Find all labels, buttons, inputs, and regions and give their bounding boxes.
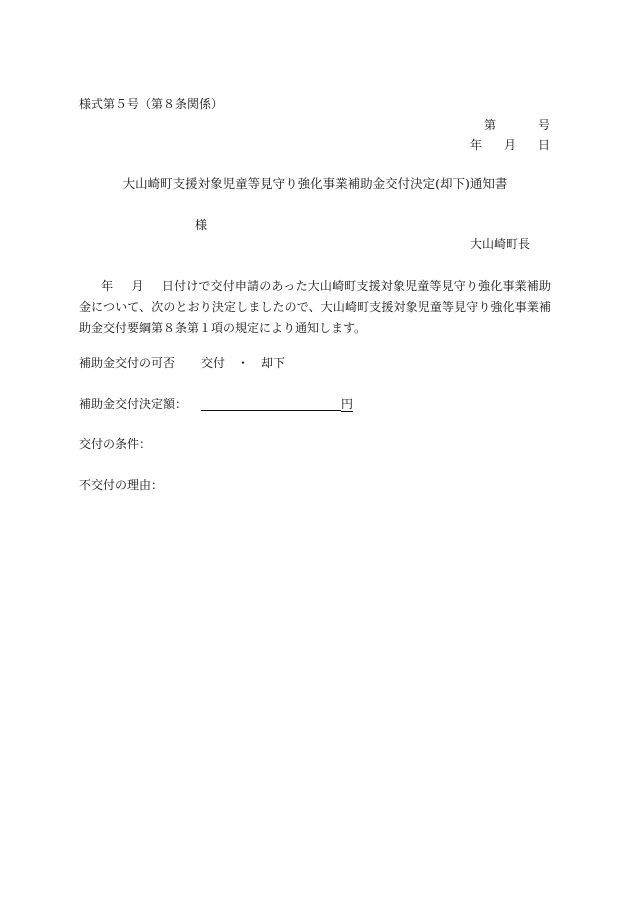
date-month: 月: [503, 138, 516, 152]
document-title: 大山崎町支援対象児童等見守り強化事業補助金交付決定(却下)通知書: [122, 176, 508, 191]
amount-row: [79, 398, 353, 411]
document-date: [470, 139, 550, 151]
form-number: 様式第５号（第８条関係）: [79, 97, 224, 111]
addressee-honorific: 様: [195, 218, 208, 232]
conditions-label: 交付の条件：: [79, 437, 152, 451]
rejection-reason-label: 不交付の理由：: [79, 478, 164, 492]
approval-label: 補助金交付の可否: [79, 356, 176, 370]
notification-body: [79, 276, 551, 339]
body-text: 日付けで交付申請のあった大山崎町支援対象児童等見守り強化事業補助金について、次のとおり決定しましたので、大山崎町支援対象児童等見守り強化事業補助金交付要綱第８条第１項の規定により通知します。: [79, 279, 551, 335]
approval-value: 交付 ・ 却下: [201, 356, 286, 370]
body-month: 月: [131, 279, 144, 293]
document-number: [484, 119, 550, 131]
amount-label: 補助金交付決定額：: [79, 397, 188, 411]
date-day: 日: [537, 138, 550, 152]
amount-unit: 円: [341, 397, 354, 411]
document-number-prefix: 第: [483, 118, 496, 132]
document-number-suffix: 号: [537, 118, 550, 132]
body-year: 年: [101, 279, 114, 293]
approval-row: [79, 357, 285, 369]
date-year: 年: [469, 138, 482, 152]
amount-blank-line: [201, 398, 341, 411]
issuer-name: 大山崎町長: [469, 237, 530, 251]
